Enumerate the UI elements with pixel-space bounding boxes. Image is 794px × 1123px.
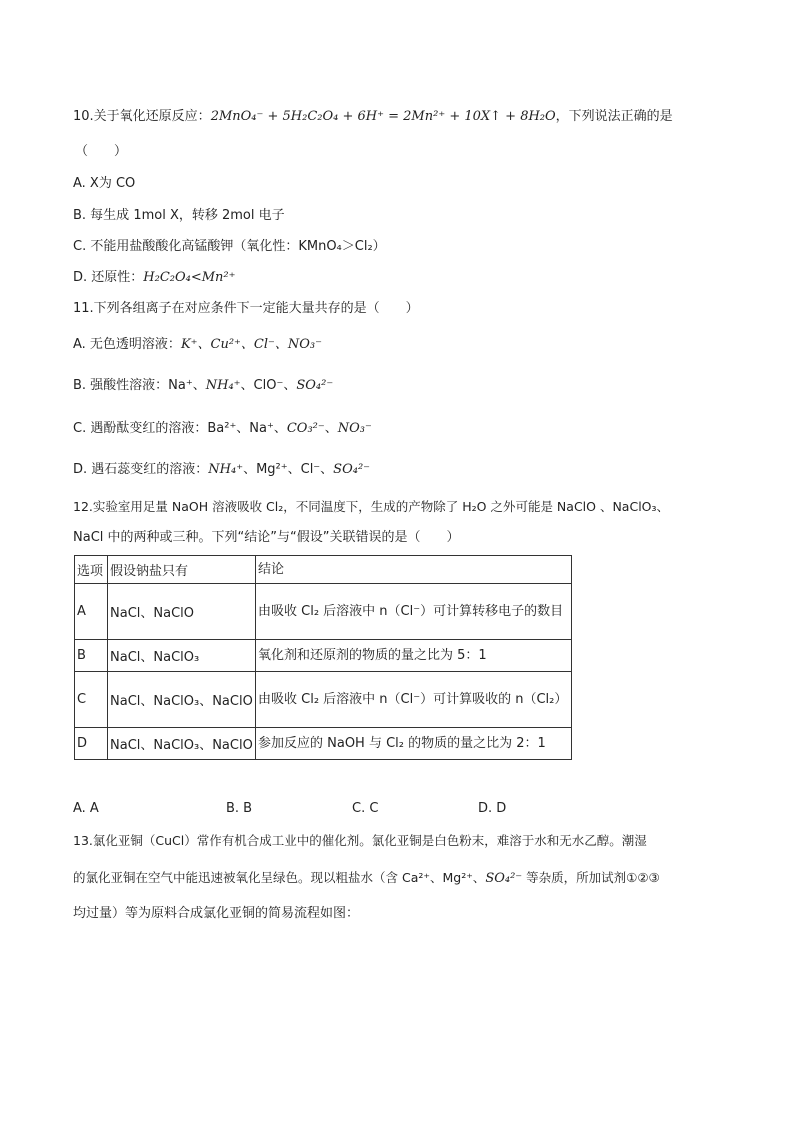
q11-option-d-math2: SO₄²⁻ (333, 462, 371, 477)
q10-option-b: B. 每生成 1mol X，转移 2mol 电子 (73, 208, 285, 223)
q12-stem-line2: NaCl 中的两种或三种。下列“结论”与“假设”关联错误的是（ ） (73, 530, 460, 545)
table-cell: D (75, 728, 108, 760)
table-cell: 由吸收 Cl₂ 后溶液中 n（Cl⁻）可计算吸收的 n（Cl₂） (256, 672, 572, 728)
q11-option-a-math: K⁺、Cu²⁺、Cl⁻、NO₃⁻ (180, 337, 322, 352)
q10-option-d-math: H₂C₂O₄<Mn²⁺ (143, 270, 236, 285)
q10-stem (73, 107, 673, 127)
q10-option-d (73, 268, 236, 288)
table-cell: 参加反应的 NaOH 与 Cl₂ 的物质的量之比为 2：1 (256, 728, 572, 760)
table-cell: NaCl、NaClO₃、NaClO (108, 672, 256, 728)
q10-option-d-prefix: D. 还原性： (73, 270, 144, 285)
q11-option-d-mid: 、Mg²⁺、Cl⁻、 (243, 462, 334, 477)
q10-option-c: C. 不能用盐酸酸化高锰酸钾（氧化性：KMnO₄＞Cl₂） (73, 239, 386, 254)
q11-option-a (73, 335, 322, 355)
q11-option-d-prefix: D. 遇石蕊变红的溶液： (73, 462, 209, 477)
table-header-cell: 结论 (256, 556, 572, 584)
q13-line2 (73, 868, 660, 889)
q13-line2-prefix: 的氯化亚铜在空气中能迅速被氧化呈绿色。现以粗盐水（含 Ca²⁺、Mg²⁺、 (73, 870, 486, 885)
table-header-row (75, 556, 572, 584)
q13-line3: 均过量）等为原料合成氯化亚铜的简易流程如图： (73, 906, 360, 921)
q10-stem-suffix: ，下列说法正确的是 (555, 109, 673, 124)
table-row (75, 640, 572, 672)
table-header-cell: 选项 (75, 556, 108, 584)
q12-option-b: B. B (226, 801, 253, 816)
q12-option-a: A. A (73, 801, 99, 816)
q13-line1: 13.氯化亚铜（CuCl）常作有机合成工业中的催化剂。氯化亚铜是白色粉末，难溶于水和无水乙醇。潮湿 (73, 833, 647, 848)
table-cell: NaCl、NaClO (108, 584, 256, 640)
q11-option-c-prefix: C. 遇酚酞变红的溶液：Ba²⁺、Na⁺、 (73, 421, 287, 436)
q11-option-c-math2: NO₃⁻ (337, 421, 372, 436)
q11-option-c (73, 419, 372, 439)
q11-option-b (73, 376, 333, 396)
table-cell: 由吸收 Cl₂ 后溶液中 n（Cl⁻）可计算转移电子的数目 (256, 584, 572, 640)
q10-blank: （ ） (75, 144, 128, 159)
q12-option-c: C. C (352, 801, 379, 816)
q11-option-b-prefix: B. 强酸性溶液：Na⁺、 (73, 378, 206, 393)
q11-option-a-prefix: A. 无色透明溶液： (73, 337, 181, 352)
table-cell: 氧化剂和还原剂的物质的量之比为 5：1 (256, 640, 572, 672)
q12-table (74, 555, 572, 760)
table-cell: C (75, 672, 108, 728)
table-cell: NaCl、NaClO₃、NaClO (108, 728, 256, 760)
q11-option-b-math1: NH₄⁺ (205, 378, 241, 393)
q11-option-c-mid: 、 (324, 421, 338, 436)
q12-stem-line1: 12.实验室用足量 NaOH 溶液吸收 Cl₂，不同温度下，生成的产物除了 H₂O 之外可能是 NaClO 、NaClO₃、 (73, 499, 670, 514)
table-cell: B (75, 640, 108, 672)
q11-option-d-math1: NH₄⁺ (208, 462, 244, 477)
table-row (75, 584, 572, 640)
q13-line2-suffix: 等杂质，所加试剂①②③ (522, 870, 660, 885)
q13-line2-math: SO₄²⁻ (485, 871, 523, 886)
table-row (75, 728, 572, 760)
table-cell: NaCl、NaClO₃ (108, 640, 256, 672)
table-header-cell: 假设钠盐只有 (108, 556, 256, 584)
q10-equation: 2MnO₄⁻ + 5H₂C₂O₄ + 6H⁺ = 2Mn²⁺ + 10X↑ + 8H₂O (210, 109, 556, 124)
table-row (75, 672, 572, 728)
q11-option-c-math1: CO₃²⁻ (286, 421, 325, 436)
q11-option-b-mid: 、ClO⁻、 (240, 378, 297, 393)
q10-option-a: A. X为 CO (73, 176, 136, 191)
q11-stem: 11.下列各组离子在对应条件下一定能大量共存的是（ ） (73, 301, 419, 316)
q11-option-b-math2: SO₄²⁻ (296, 378, 334, 393)
q11-option-d (73, 460, 370, 480)
table-cell: A (75, 584, 108, 640)
q12-option-d: D. D (478, 801, 507, 816)
q10-stem-prefix: 10.关于氧化还原反应： (73, 109, 211, 124)
